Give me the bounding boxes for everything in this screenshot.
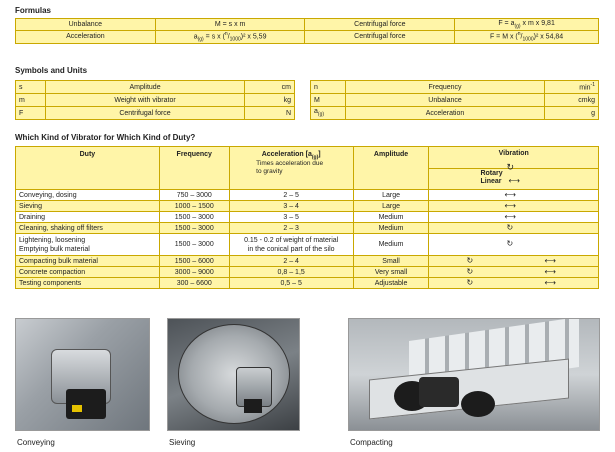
photo-sieving — [167, 318, 300, 431]
header-acceleration-sub: Times acceleration due to gravity — [256, 160, 324, 176]
symbol-unit: cm — [245, 81, 295, 94]
symbol: M — [311, 94, 346, 107]
frequency-cell: 1500 – 3000 — [159, 234, 229, 256]
frequency-cell: 3000 – 9000 — [159, 267, 229, 278]
symbol-name: Centrifugal force — [45, 107, 244, 120]
frequency-cell: 1000 – 1500 — [159, 201, 229, 212]
duty-row — [16, 190, 599, 201]
rotary-arrow-icon: ↻ — [466, 277, 474, 287]
vibrator-motor — [66, 389, 106, 419]
caption-conveying: Conveying — [17, 438, 55, 447]
duty-title: Which Kind of Vibrator for Which Kind of Duty? — [15, 133, 196, 142]
vibrator-label — [72, 405, 82, 412]
formulas-title: Formulas — [15, 6, 52, 15]
vibration-cell — [429, 201, 599, 212]
symbol-name: Amplitude — [45, 81, 244, 94]
symbol-name: Frequency — [345, 81, 544, 94]
vibration-cell — [429, 278, 599, 289]
symbols-right-table — [310, 80, 599, 120]
formula-expression: M = s x m — [155, 19, 305, 31]
formulas-table — [15, 18, 599, 44]
acceleration-cell: 0,8 – 1,5 — [229, 267, 353, 278]
amplitude-cell: Large — [353, 201, 429, 212]
symbol-unit: g — [545, 107, 599, 120]
symbol-unit: $\min^{-1}$ — [545, 81, 599, 94]
header-linear: Linear — [480, 178, 502, 185]
vibration-cell — [429, 223, 599, 234]
symbol-unit: kg — [245, 94, 295, 107]
caption-sieving: Sieving — [169, 438, 196, 447]
header-rotary: Rotary — [480, 170, 503, 177]
symbol-unit: cmkg — [545, 94, 599, 107]
header-vibration-kinds — [429, 162, 599, 190]
amplitude-cell: Large — [353, 190, 429, 201]
vibration-cell — [429, 256, 599, 267]
symbol: F — [16, 107, 46, 120]
duty-cell: Lightening, loosening Emptying bulk material — [16, 234, 160, 256]
double-arrow-icon: ⟷ — [508, 176, 520, 185]
symbol-name: Unbalance — [345, 94, 544, 107]
duty-row — [16, 201, 599, 212]
duty-cell: Sieving — [16, 201, 160, 212]
formula-label: Centrifugal force — [305, 19, 455, 31]
header-acceleration: Acceleration $[a_{(g)}]$ Times acceleration due to gravity — [229, 147, 353, 190]
duty-cell: Testing components — [16, 278, 160, 289]
formula-label: Centrifugal force — [305, 31, 455, 44]
duty-row — [16, 234, 599, 256]
frequency-cell: 1500 – 3000 — [159, 212, 229, 223]
symbols-title: Symbols and Units — [15, 66, 88, 75]
vibration-cell — [429, 267, 599, 278]
duty-cell: Conveying, dosing — [16, 190, 160, 201]
symbol: n — [311, 81, 346, 94]
symbol-name: Acceleration — [345, 107, 544, 120]
duty-row — [16, 267, 599, 278]
double-arrow-icon: ⟷ — [504, 200, 516, 210]
amplitude-cell: Adjustable — [353, 278, 429, 289]
symbol: $a_{(g)}$ — [311, 107, 346, 120]
frequency-cell: 300 – 6600 — [159, 278, 229, 289]
acceleration-cell: 3 – 4 — [229, 201, 353, 212]
acceleration-cell: 0.15 - 0.2 of weight of material in the conical part of the silo — [229, 234, 353, 256]
formula-label: Acceleration — [16, 31, 156, 44]
rotary-arrow-icon: ↻ — [506, 162, 515, 172]
symbol-unit: N — [245, 107, 295, 120]
duty-row — [16, 256, 599, 267]
rotary-arrow-icon: ↻ — [466, 266, 474, 276]
acceleration-cell: 0,5 – 5 — [229, 278, 353, 289]
double-arrow-icon: ⟷ — [504, 211, 516, 221]
header-amplitude: Amplitude — [353, 147, 429, 190]
double-arrow-icon: ⟷ — [544, 277, 556, 287]
vibration-cell — [429, 212, 599, 223]
duty-table — [15, 146, 599, 289]
duty-row — [16, 278, 599, 289]
formula-expression: $F = a_{(g)}$ x m x 9,81 — [455, 19, 599, 31]
rotary-arrow-icon: ↻ — [506, 222, 514, 232]
amplitude-cell: Medium — [353, 223, 429, 234]
photo-conveying — [15, 318, 150, 431]
caption-compacting: Compacting — [350, 438, 393, 447]
duty-cell: Cleaning, shaking off filters — [16, 223, 160, 234]
double-arrow-icon: ⟷ — [504, 189, 516, 199]
formula-label: Unbalance — [16, 19, 156, 31]
frequency-cell: 1500 – 6000 — [159, 256, 229, 267]
acceleration-cell: 2 – 5 — [229, 190, 353, 201]
rotary-arrow-icon: ↻ — [466, 255, 474, 265]
formula-expression: F = M x $(^n/_{1000})^2$ x 54,84 — [455, 31, 599, 44]
sieve-drum — [178, 324, 290, 424]
vibration-cell — [429, 190, 599, 201]
frequency-cell: 1500 – 3000 — [159, 223, 229, 234]
rotary-arrow-icon: ↻ — [506, 239, 514, 248]
duty-cell: Concrete compaction — [16, 267, 160, 278]
amplitude-cell: Medium — [353, 212, 429, 223]
header-vibration: Vibration — [429, 147, 599, 169]
acceleration-cell: 2 – 4 — [229, 256, 353, 267]
acceleration-cell: 3 – 5 — [229, 212, 353, 223]
air-spring — [461, 391, 495, 417]
vibrator-motor — [419, 377, 459, 407]
duty-cell: Compacting bulk material — [16, 256, 160, 267]
formula-expression: $a_{(g)} = s$ x $(^n/_{1000})^2$ x 5,59 — [155, 31, 305, 44]
double-arrow-icon: ⟷ — [544, 266, 556, 276]
frequency-cell: 750 – 3000 — [159, 190, 229, 201]
amplitude-cell: Small — [353, 256, 429, 267]
vibration-cell — [429, 234, 599, 256]
symbols-left-table — [15, 80, 295, 120]
symbol-name: Weight with vibrator — [45, 94, 244, 107]
amplitude-cell: Very small — [353, 267, 429, 278]
header-duty: Duty — [16, 147, 160, 190]
vibrator-motor — [244, 399, 262, 413]
header-frequency: Frequency — [159, 147, 229, 190]
symbol: s — [16, 81, 46, 94]
duty-row — [16, 212, 599, 223]
double-arrow-icon: ⟷ — [544, 255, 556, 265]
symbol: m — [16, 94, 46, 107]
duty-cell: Draining — [16, 212, 160, 223]
photo-compacting — [348, 318, 600, 431]
acceleration-cell: 2 – 3 — [229, 223, 353, 234]
amplitude-cell: Medium — [353, 234, 429, 256]
duty-row — [16, 223, 599, 234]
